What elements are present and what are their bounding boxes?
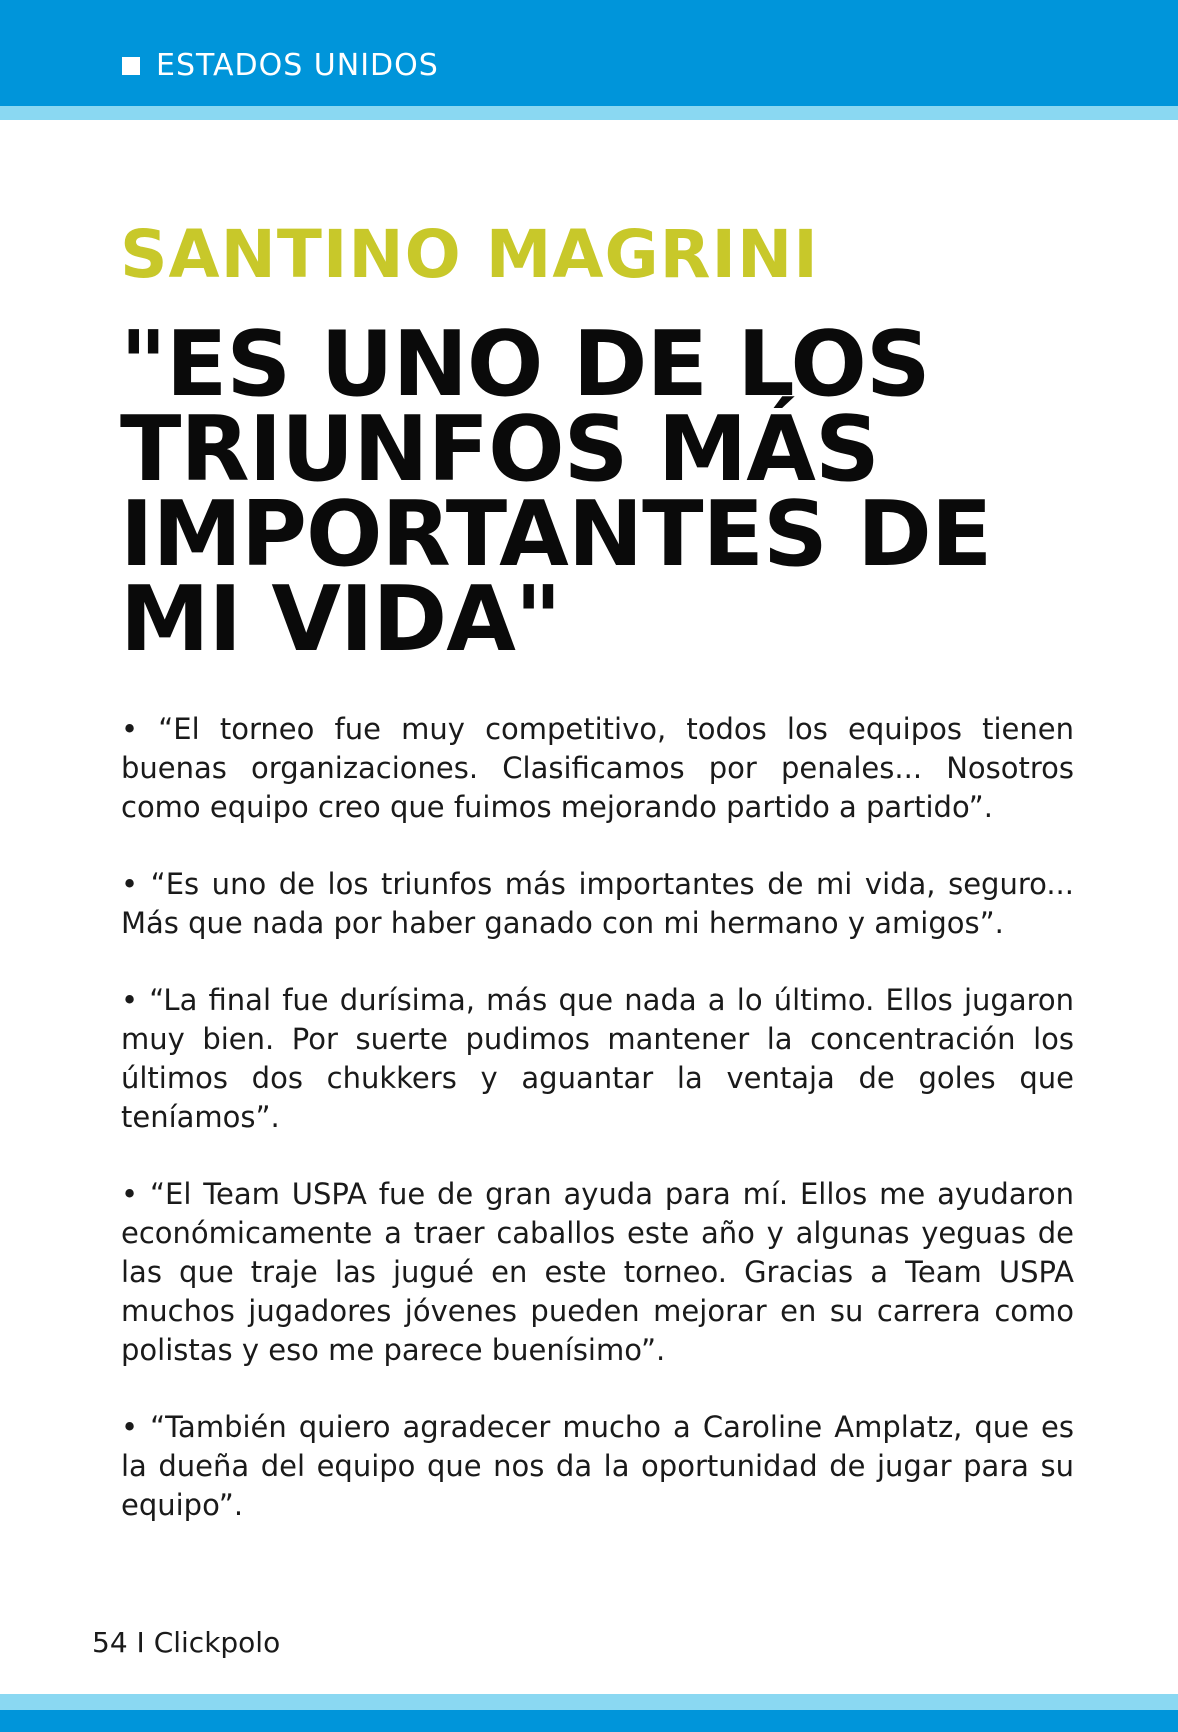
footer-stripe (0, 1694, 1178, 1710)
section-label (122, 48, 439, 83)
article-kicker: SANTINO MAGRINI (120, 216, 819, 293)
square-bullet-icon (122, 57, 140, 75)
section-name: ESTADOS UNIDOS (156, 48, 439, 83)
quote-paragraph: • “Es uno de los triunfos más importantes de mi vida, seguro... Más que nada por haber ganado con mi hermano y amigos”. (121, 867, 1074, 940)
page-footer: 54 I Clickpolo (92, 1626, 281, 1659)
quote-paragraph: • “El torneo fue muy competitivo, todos los equipos tienen buenas organizaciones. Clasificamos por penales... Nosotros como equipo creo que fuimos mejorando partido a partido”. (121, 712, 1074, 824)
article-headline: "ES UNO DE LOS TRIUNFOS MÁS IMPORTANTES DE MI VIDA" (120, 312, 992, 672)
quote-paragraph: • “También quiero agradecer mucho a Caroline Amplatz, que es la dueña del equipo que nos da la oportunidad de jugar para su equipo”. (121, 1410, 1074, 1522)
quote-paragraph: • “El Team USPA fue de gran ayuda para mí. Ellos me ayudaron económicamente a traer caballos este año y algunas yeguas de las que traje las jugué en este torneo. Gracias a Team USPA muchos jugadores jóvenes pueden mejorar en su carrera como polistas y eso me parece buenísimo”. (121, 1177, 1074, 1367)
quote-paragraph: • “La final fue durísima, más que nada a lo último. Ellos jugaron muy bien. Por suerte pudimos mantener la concentración los últimos dos chukkers y aguantar la ventaja de goles que teníamos”. (121, 983, 1074, 1134)
footer-bar (0, 1710, 1178, 1732)
header-stripe (0, 106, 1178, 120)
article-body (121, 710, 1074, 1563)
